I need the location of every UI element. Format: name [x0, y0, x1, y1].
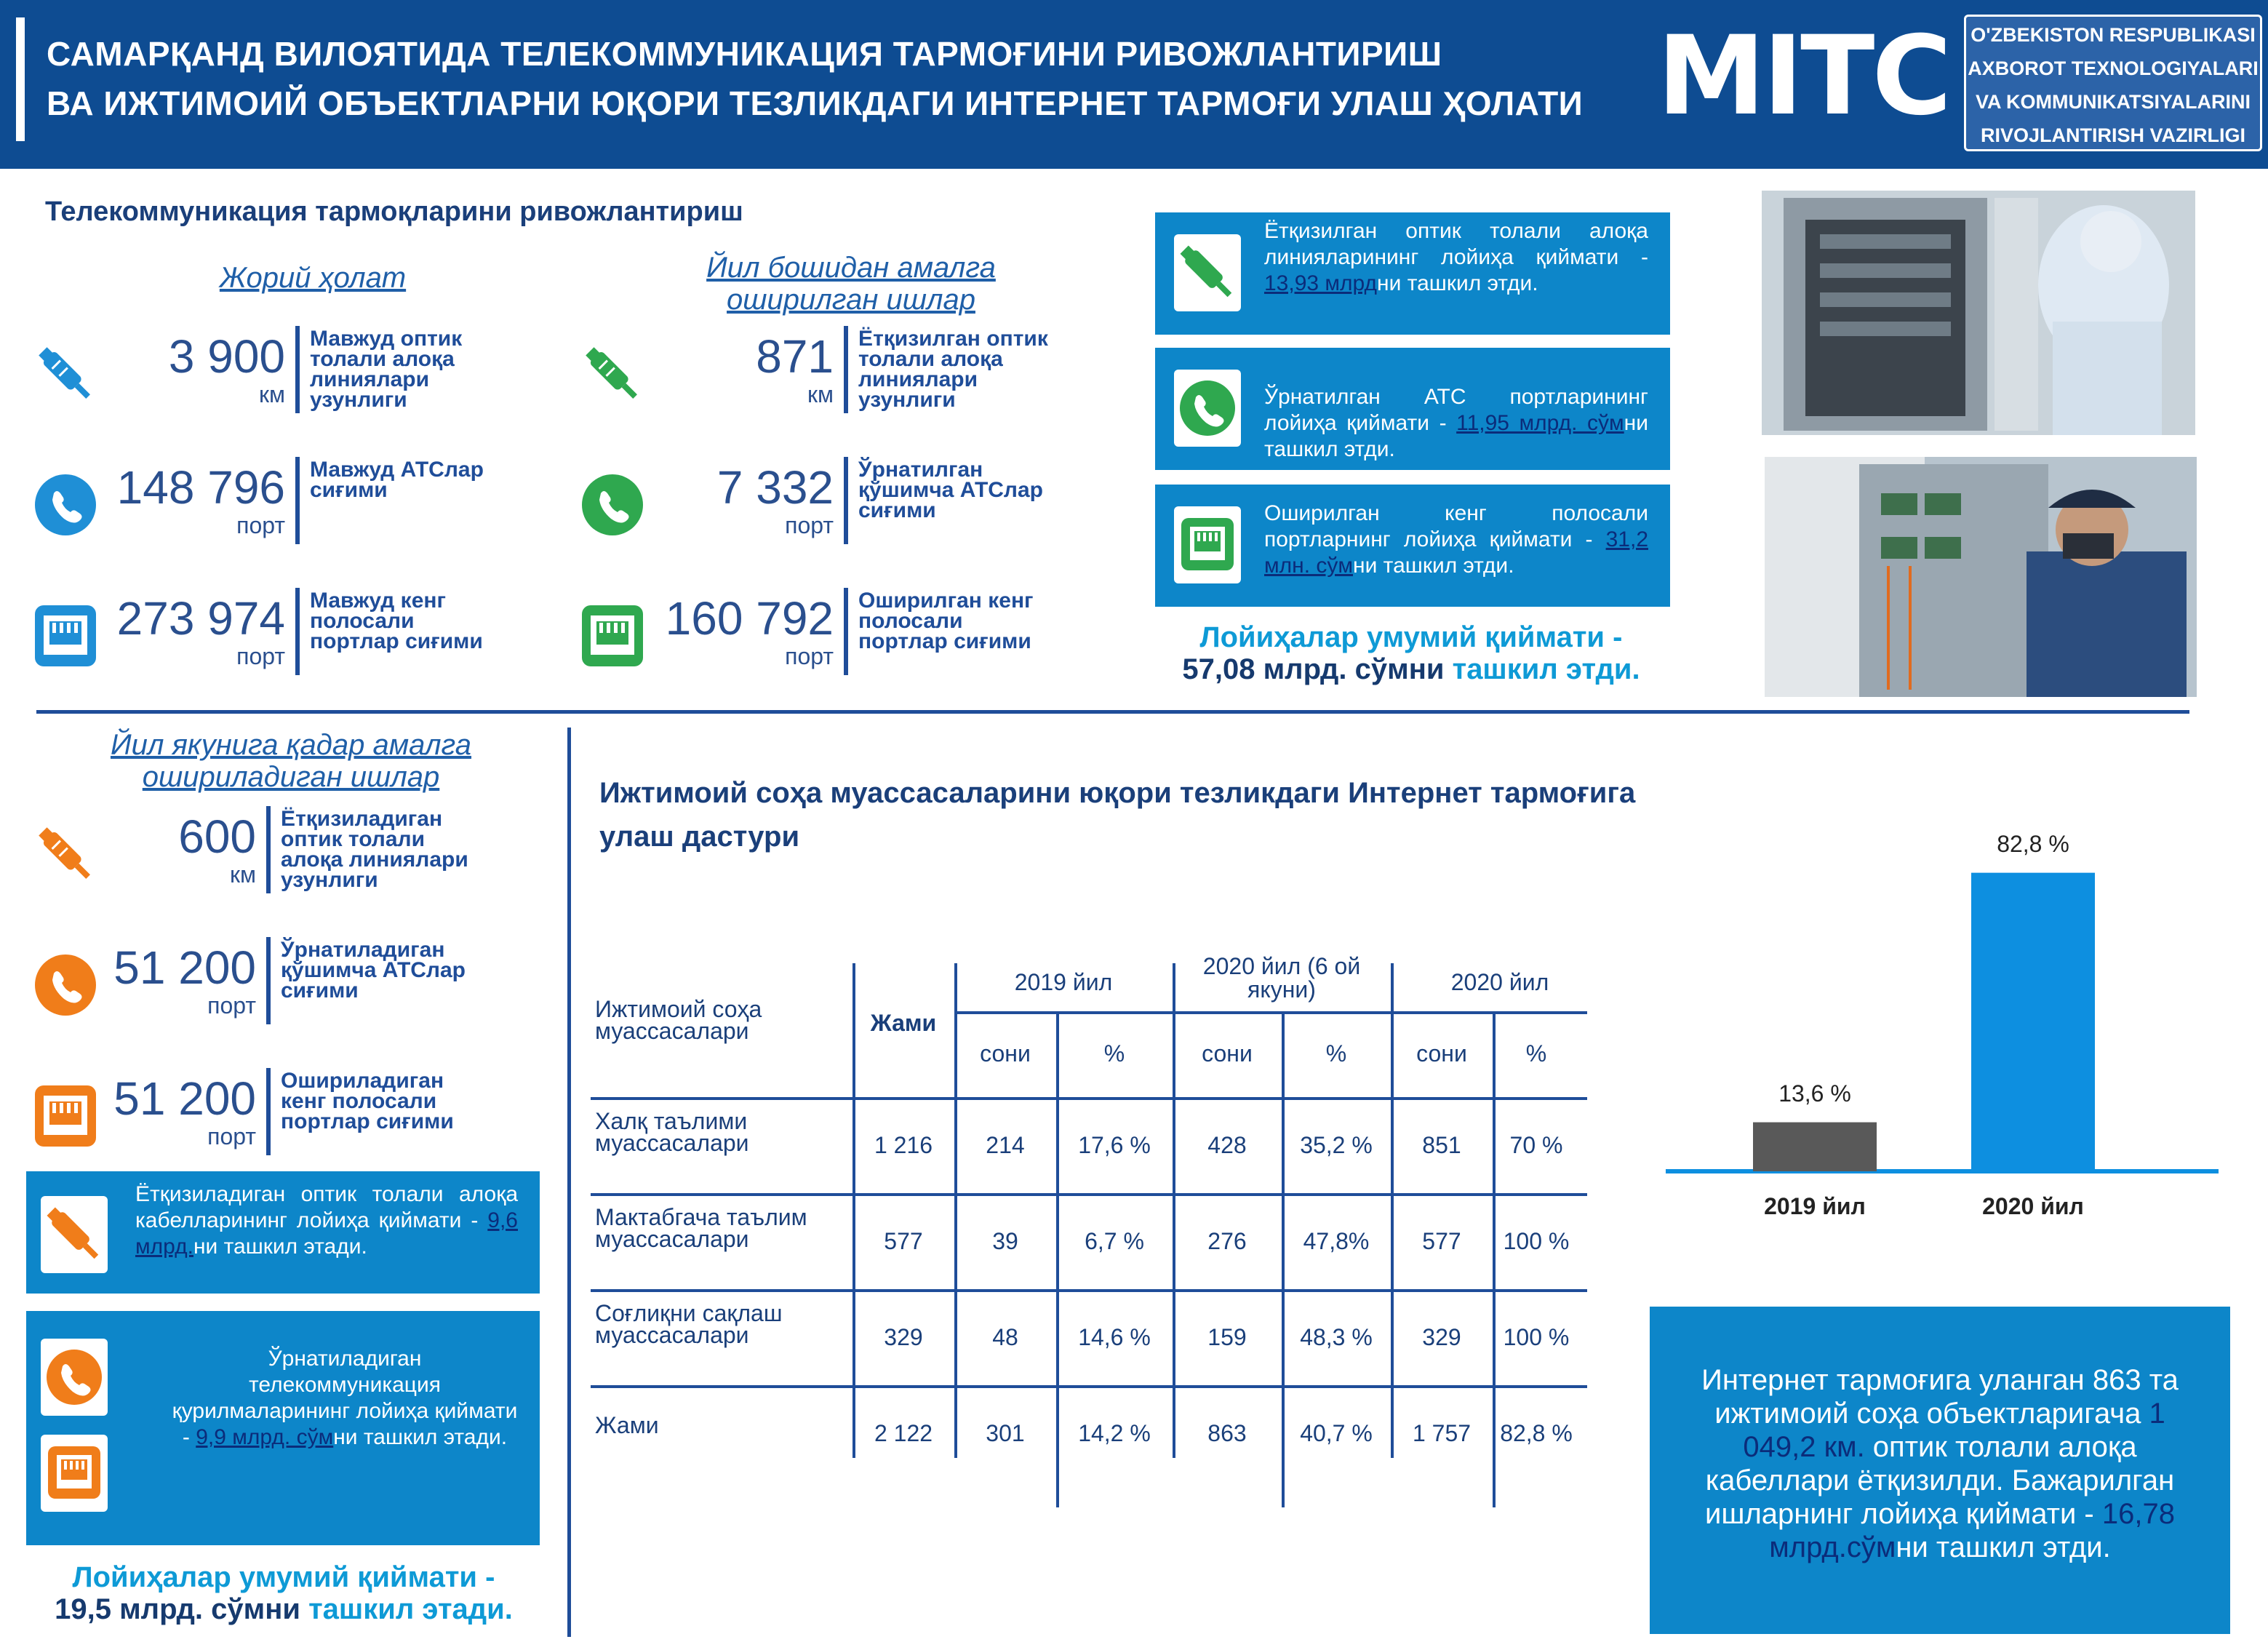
fiber-cable-icon	[31, 339, 100, 412]
table-subheader-count: сони	[1202, 1040, 1253, 1067]
planned-cable-box-suffix: ни ташкил этади.	[193, 1235, 367, 1259]
stat-description-line: Ётқизиладиган	[281, 807, 443, 831]
chart-category-label: 2019 йил	[1764, 1193, 1866, 1219]
stat-description-line: Оширилган кенг	[858, 589, 1034, 613]
stat-divider	[266, 806, 271, 893]
ethernet-port-icon	[1173, 505, 1242, 589]
done-works-title-line1: Йил бошидан амалга	[706, 252, 996, 284]
stat-value: 600	[178, 810, 256, 863]
planned-device-box-link[interactable]: 9,9 млрд. сўм	[196, 1425, 334, 1449]
stat-description-line: толали алоқа	[310, 347, 455, 371]
stat-description-line: алоқа линиялари	[281, 848, 468, 872]
stat-description-line: сиғими	[858, 498, 936, 522]
header-accent-bar	[16, 17, 25, 141]
table-cell: 276	[1207, 1228, 1247, 1254]
table-subheader-pct: %	[1525, 1040, 1547, 1067]
stat-unit: км	[807, 381, 834, 407]
ministry-badge	[1964, 15, 2262, 151]
stat-value: 51 200	[113, 1072, 256, 1125]
social-section-title	[599, 771, 1635, 858]
table-cell: 14,6 %	[1078, 1324, 1151, 1350]
stat-description-line: Ўрнатилган	[858, 458, 983, 482]
stat-unit: порт	[236, 512, 285, 538]
chart-data-label: 13,6 %	[1778, 1080, 1851, 1107]
fiber-cable-icon	[1173, 233, 1242, 316]
table-cell: 1 757	[1412, 1420, 1472, 1446]
table-subheader-pct: %	[1103, 1040, 1125, 1067]
table-cell: 39	[992, 1228, 1018, 1254]
stat-description	[858, 329, 1098, 410]
table-cell: 159	[1207, 1324, 1247, 1350]
cost-box-fiber-suffix: ни ташкил этди.	[1377, 271, 1538, 295]
stat-description	[310, 591, 543, 652]
table-column-rule	[1391, 963, 1394, 1458]
stat-divider	[266, 937, 271, 1024]
table-cell: 48,3 %	[1300, 1324, 1373, 1350]
table-row-name: Мактабгача таълим муассасалари	[595, 1204, 807, 1252]
stat-description-line: узунлиги	[310, 388, 407, 412]
ministry-line: RIVOJLANTIRISH VAZIRLIGI	[1980, 124, 2245, 146]
table-cell: 82,8 %	[1500, 1420, 1573, 1446]
planned-works-title	[73, 729, 509, 793]
planned-device-box-text: Ўрнатиладиган телекоммуникация қурилмаларининг лойиҳа қиймати -	[172, 1347, 518, 1449]
stat-description-line: полосали	[310, 609, 415, 633]
table-cell: 17,6 %	[1078, 1132, 1151, 1158]
table-header-year: 2020 йил (6 ой якуни)	[1202, 953, 1361, 1003]
stat-description	[310, 460, 543, 501]
stat-description	[281, 809, 528, 890]
current-status-title: Жорий ҳолат	[219, 262, 407, 294]
planned-cable-box-text: Ётқизиладиган оптик толали алоқа кабелларининг лойиҳа қиймати -	[135, 1182, 518, 1232]
table-row-name: Соғлиқни сақлаш муассасалари	[595, 1300, 783, 1348]
cost-box-ats-suffix: ни ташкил этди.	[1264, 411, 1648, 461]
stat-value: 160 792	[665, 592, 834, 645]
table-row-name: Жами	[595, 1412, 659, 1438]
table-header-year: 2019 йил	[1014, 969, 1113, 995]
info-box-cost: 16,78 млрд.сўм	[1769, 1498, 2175, 1563]
ministry-line: O'ZBEKISTON RESPUBLIKASI	[1970, 24, 2256, 46]
table-cell: 14,2 %	[1078, 1420, 1151, 1446]
table-cell: 851	[1422, 1132, 1461, 1158]
stat-description-line: қўшимча АТСлар	[281, 958, 466, 982]
stat-description-line: қўшимча АТСлар	[858, 478, 1044, 502]
cost-box-ats-link[interactable]: 11,95 млрд. сўм	[1456, 411, 1624, 435]
table-cell: 100 %	[1503, 1324, 1570, 1350]
table-row-rule	[591, 1385, 1587, 1388]
cost-box-fiber-link[interactable]: 13,93 млрд	[1264, 271, 1378, 295]
table-cell: 301	[986, 1420, 1025, 1446]
phone-icon	[578, 470, 647, 543]
fiber-cable-icon	[39, 1195, 109, 1278]
table-column-rule	[1173, 963, 1175, 1458]
stat-unit: порт	[785, 512, 834, 538]
telecom-total-suffix: ташкил этди.	[1444, 653, 1640, 685]
planned-device-box-suffix: ни ташкил этади.	[333, 1425, 508, 1449]
chart-bar	[1753, 1123, 1877, 1171]
table-row-rule	[591, 1289, 1587, 1292]
stat-unit: порт	[207, 992, 256, 1019]
stat-description-line: Мавжуд оптик	[310, 327, 463, 351]
social-section-title-line2: улаш дастури	[599, 821, 800, 853]
stat-value: 7 332	[716, 461, 834, 514]
stat-value: 871	[756, 330, 834, 383]
table-column-rule	[1282, 1013, 1285, 1507]
stat-description-line: Ўрнатиладиган	[281, 938, 445, 962]
stat-divider	[295, 588, 300, 675]
fiber-cable-icon	[31, 819, 100, 893]
table-row-name: Халқ таълими муассасалари	[595, 1108, 749, 1156]
stat-description-line: Мавжуд АТСлар	[310, 458, 484, 482]
planned-cable-box-link[interactable]: 9,6 млрд.	[135, 1208, 518, 1259]
planned-works-title-line1: Йил якунига қадар амалга	[110, 729, 472, 761]
connection-bar-chart	[1658, 829, 2226, 1251]
planned-total-line1: Лойиҳалар умумий қиймати -	[72, 1561, 495, 1593]
page-title	[47, 29, 1583, 128]
stat-description-line: кенг полосали	[281, 1089, 437, 1113]
table-cell: 577	[884, 1228, 923, 1254]
planned-total-suffix: ташкил этади.	[300, 1593, 513, 1625]
column-divider	[567, 728, 571, 1637]
stat-value: 148 796	[116, 461, 285, 514]
stat-description-line: узунлиги	[281, 868, 378, 892]
cost-box-broadband-suffix: ни ташкил этди.	[1353, 554, 1514, 578]
stat-description-line: сиғими	[310, 478, 388, 502]
stat-description-line: Мавжуд кенг	[310, 589, 446, 613]
stat-description-line: линиялари	[858, 367, 978, 391]
phone-icon	[31, 950, 100, 1024]
table-cell: 6,7 %	[1085, 1228, 1144, 1254]
telecom-total-value: 57,08 млрд. сўмни	[1182, 653, 1445, 685]
stat-description-line: линиялари	[310, 367, 430, 391]
table-cell: 48	[992, 1324, 1018, 1350]
cost-box-broadband-link[interactable]: 31,2 млн. сўм	[1264, 527, 1648, 578]
stat-description-line: портлар сиғими	[858, 629, 1031, 653]
chart-bar	[1971, 873, 2095, 1171]
stat-description-line: Ошириладиган	[281, 1069, 444, 1093]
stat-unit: порт	[207, 1123, 256, 1149]
stat-divider	[844, 588, 848, 675]
stat-unit: км	[259, 381, 285, 407]
done-works-title-line2: оширилган ишлар	[727, 284, 975, 316]
phone-icon	[39, 1337, 109, 1421]
table-cell: 863	[1207, 1420, 1247, 1446]
table-cell: 428	[1207, 1132, 1247, 1158]
technician-photo-1	[1762, 191, 2195, 435]
table-subheader-count: сони	[1416, 1040, 1467, 1067]
telecom-total-line1: Лойиҳалар умумий қиймати -	[1199, 621, 1623, 653]
table-cell: 1 216	[874, 1132, 933, 1158]
stat-unit: км	[230, 861, 256, 888]
table-cell: 2 122	[874, 1420, 933, 1446]
phone-icon	[1173, 368, 1242, 452]
table-cell: 329	[1422, 1324, 1461, 1350]
info-box-text-mid: оптик толали алоқа кабеллари ётқизилди. Бажарилган ишларнинг лойиҳа қиймати -	[1705, 1431, 2175, 1530]
stat-description-line: полосали	[858, 609, 963, 633]
table-cell: 47,8%	[1303, 1228, 1370, 1254]
cost-box-ats-text: Ўрнатилган АТС портларининг лойиҳа қиймати -	[1264, 385, 1648, 435]
stat-unit: порт	[236, 643, 285, 669]
table-column-rule	[954, 963, 957, 1458]
table-row-rule	[591, 1097, 1587, 1100]
stat-description	[281, 940, 528, 1001]
stat-divider	[295, 457, 300, 544]
ethernet-port-icon	[39, 1433, 109, 1517]
table-column-rule	[1056, 1013, 1059, 1507]
planned-total-value: 19,5 млрд. сўмни	[55, 1593, 300, 1625]
section-divider	[36, 710, 2189, 714]
social-info-box	[1650, 1307, 2230, 1634]
info-box-text: Интернет тармоғига уланган 863 та ижтимоий соҳа объектларигача	[1701, 1364, 2179, 1430]
ministry-line: VA KOMMUNIKATSIYALARINI	[1976, 91, 2251, 113]
chart-data-label: 82,8 %	[1997, 830, 2069, 857]
stat-value: 3 900	[168, 330, 285, 383]
stat-divider	[844, 326, 848, 413]
stat-description	[858, 591, 1098, 652]
ethernet-port-icon	[578, 601, 647, 674]
stat-value: 273 974	[116, 592, 285, 645]
table-subheader-pct: %	[1325, 1040, 1347, 1067]
stat-description	[858, 460, 1098, 521]
telecom-section-title: Телекоммуникация тармоқларини ривожлантириш	[45, 196, 743, 227]
page-title-line1: САМАРҚАНД ВИЛОЯТИДА ТЕЛЕКОММУНИКАЦИЯ ТАРМОҒИНИ РИВОЖЛАНТИРИШ	[47, 35, 1442, 73]
stat-divider	[295, 326, 300, 413]
social-section-title-line1: Ижтимоий соҳа муассасаларини юқори тезликдаги Интернет тармоғига	[599, 777, 1636, 809]
info-box-suffix: ни ташкил этди.	[1896, 1531, 2111, 1563]
table-row-rule	[591, 1193, 1587, 1196]
table-column-rule	[1493, 1013, 1496, 1507]
stat-divider	[266, 1068, 271, 1155]
ministry-line: AXBOROT TEXNOLOGIYALARI	[1968, 57, 2259, 79]
table-cell: 35,2 %	[1300, 1132, 1373, 1158]
table-header-institution: Ижтимоий соҳа муассасалари	[595, 996, 762, 1044]
table-cell: 329	[884, 1324, 923, 1350]
table-cell: 40,7 %	[1300, 1420, 1373, 1446]
stat-divider	[844, 457, 848, 544]
table-cell: 100 %	[1503, 1228, 1570, 1254]
ethernet-port-icon	[31, 601, 100, 674]
cost-box-broadband-text: Оширилган кенг полосали портларнинг лойиҳа қиймати -	[1264, 501, 1648, 551]
cost-box-fiber-text: Ётқизилган оптик толали алоқа линияларининг лойиҳа қиймати -	[1264, 219, 1648, 269]
stat-value: 51 200	[113, 941, 256, 994]
stat-description	[310, 329, 543, 410]
mitc-logo: MITC	[1657, 13, 1949, 140]
table-column-rule	[853, 963, 855, 1458]
done-works-title	[655, 252, 1047, 316]
telecom-total	[1135, 621, 1688, 685]
stat-description-line: портлар сиғими	[281, 1109, 454, 1133]
table-cell: 70 %	[1509, 1132, 1563, 1158]
phone-icon	[31, 470, 100, 543]
stat-description-line: оптик толали	[281, 827, 426, 851]
page-title-line2: ВА ИЖТИМОИЙ ОБЪЕКТЛАРНИ ЮҚОРИ ТЕЗЛИКДАГИ ИНТЕРНЕТ ТАРМОҒИ УЛАШ ҲОЛАТИ	[47, 84, 1584, 122]
planned-total	[15, 1561, 553, 1625]
table-subheader-count: сони	[980, 1040, 1031, 1067]
stat-description	[281, 1071, 528, 1132]
technician-photo-2	[1765, 457, 2197, 697]
ethernet-port-icon	[31, 1081, 100, 1155]
info-box-length: 1 049,2 км.	[1743, 1398, 2165, 1463]
chart-category-label: 2020 йил	[1982, 1193, 2084, 1219]
stat-description-line: сиғими	[281, 979, 359, 1003]
stat-description-line: Ётқизилган оптик	[858, 327, 1048, 351]
stat-description-line: портлар сиғими	[310, 629, 483, 653]
table-cell: 577	[1422, 1228, 1461, 1254]
table-cell: 214	[986, 1132, 1025, 1158]
planned-works-title-line2: ошириладиган ишлар	[142, 761, 440, 793]
table-header-year: 2020 йил	[1450, 969, 1549, 995]
fiber-cable-icon	[578, 339, 647, 412]
stat-description-line: узунлиги	[858, 388, 956, 412]
stat-description-line: толали алоқа	[858, 347, 1003, 371]
table-header-total: Жами	[870, 1010, 937, 1036]
stat-unit: порт	[785, 643, 834, 669]
